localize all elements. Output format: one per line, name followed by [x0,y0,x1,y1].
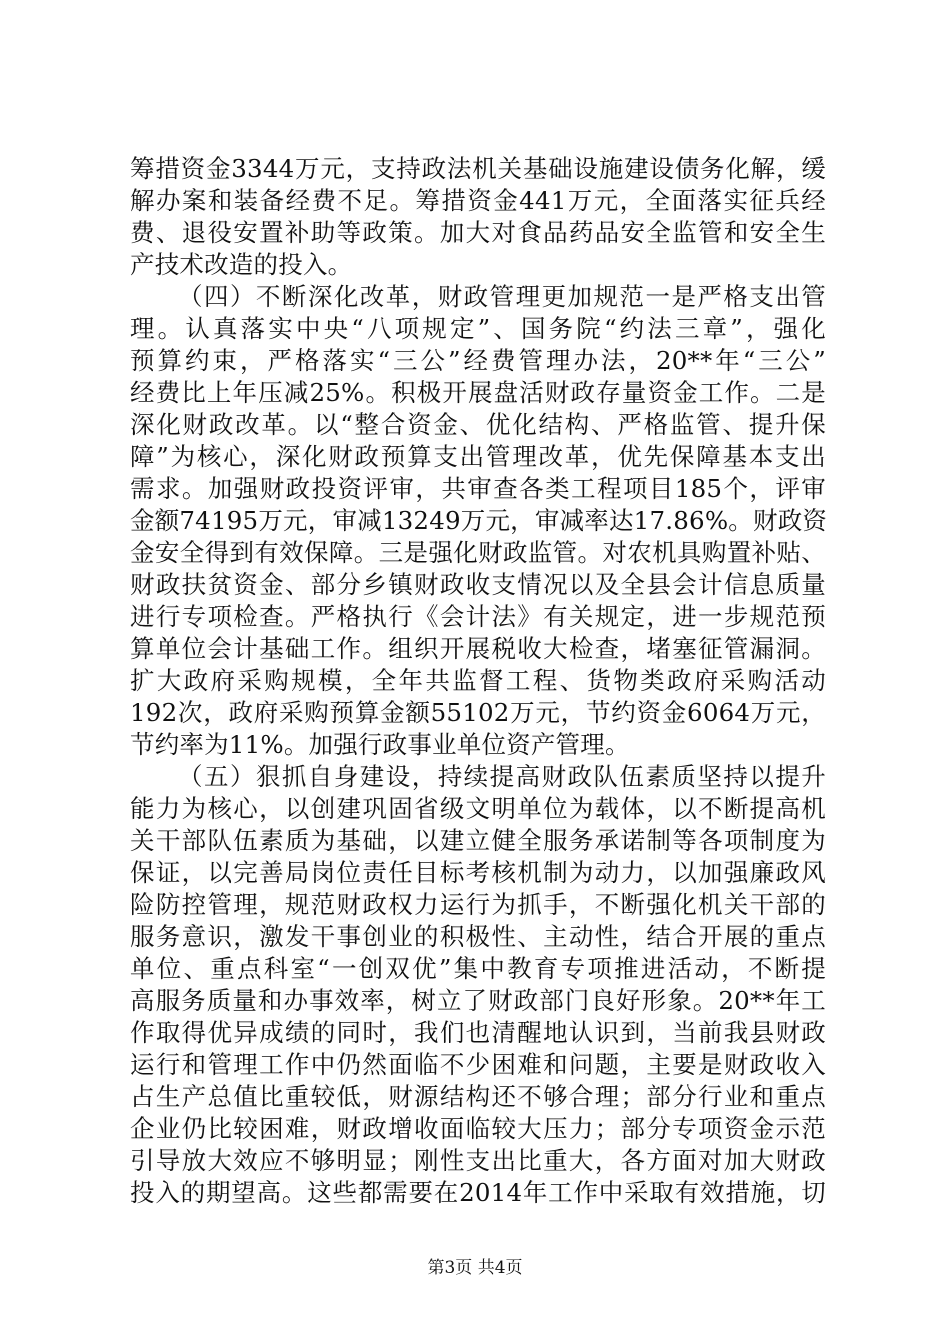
text-line: 占生产总值比重较低，财源结构还不够合理；部分行业和重点 [130,1082,826,1111]
text-line: （四）不断深化改革，财政管理更加规范一是严格支出管 [178,282,826,311]
text-line: 节约率为11%。加强行政事业单位资产管理。 [130,730,630,759]
text-line: 需求。加强财政投资评审，共审查各类工程项目185个，评审 [130,474,826,503]
text-line: 扩大政府采购规模，全年共监督工程、货物类政府采购活动 [130,666,826,695]
page-footer: 第3页 共4页 [427,1258,523,1278]
text-line: 金额74195万元，审减13249万元，审减率达17.86%。财政资 [130,506,828,535]
text-line: 预算约束，严格落实“三公”经费管理办法，20**年“三公” [130,346,826,375]
text-line: 筹措资金3344万元，支持政法机关基础设施建设债务化解，缓 [130,154,826,183]
text-line: 192次，政府采购预算金额55102万元，节约资金6064万元， [130,698,826,727]
document-body [130,153,826,1209]
text-line: 理。认真落实中央“八项规定”、国务院“约法三章”，强化 [130,314,826,343]
text-line: 金安全得到有效保障。三是强化财政监管。对农机具购置补贴、 [130,538,826,567]
text-line: 深化财政改革。以“整合资金、优化结构、严格监管、提升保 [130,410,826,439]
text-line: 单位、重点科室“一创双优”集中教育专项推进活动，不断提 [130,954,826,983]
text-line: 费、退役安置补助等政策。加大对食品药品安全监管和安全生 [130,218,826,247]
text-line: 经费比上年压减25%。积极开展盘活财政存量资金工作。二是 [130,378,826,407]
text-line: 服务意识，激发干事创业的积极性、主动性，结合开展的重点 [130,922,826,951]
text-line: 保证，以完善局岗位责任目标考核机制为动力，以加强廉政风 [130,858,826,887]
text-line: （五）狠抓自身建设，持续提高财政队伍素质坚持以提升 [178,762,826,791]
text-line: 企业仍比较困难，财政增收面临较大压力；部分专项资金示范 [130,1114,826,1143]
text-line: 作取得优异成绩的同时，我们也清醒地认识到，当前我县财政 [130,1018,826,1047]
text-line: 险防控管理，规范财政权力运行为抓手，不断强化机关干部的 [130,890,826,919]
text-line: 进行专项检查。严格执行《会计法》有关规定，进一步规范预 [130,602,826,631]
text-line: 产技术改造的投入。 [130,250,353,279]
text-line: 解办案和装备经费不足。筹措资金441万元，全面落实征兵经 [130,186,826,215]
text-line: 高服务质量和办事效率，树立了财政部门良好形象。20**年工 [130,986,826,1015]
text-line: 投入的期望高。这些都需要在2014年工作中采取有效措施，切 [130,1178,826,1207]
text-line: 障”为核心，深化财政预算支出管理改革，优先保障基本支出 [130,442,826,471]
text-line: 运行和管理工作中仍然面临不少困难和问题，主要是财政收入 [130,1050,826,1079]
text-line: 能力为核心，以创建巩固省级文明单位为载体，以不断提高机 [130,794,826,823]
text-line: 算单位会计基础工作。组织开展税收大检查，堵塞征管漏洞。 [130,634,826,663]
text-line: 引导放大效应不够明显；刚性支出比重大，各方面对加大财政 [130,1146,826,1175]
text-line: 财政扶贫资金、部分乡镇财政收支情况以及全县会计信息质量 [130,570,826,599]
text-line: 关干部队伍素质为基础，以建立健全服务承诺制等各项制度为 [130,826,826,855]
